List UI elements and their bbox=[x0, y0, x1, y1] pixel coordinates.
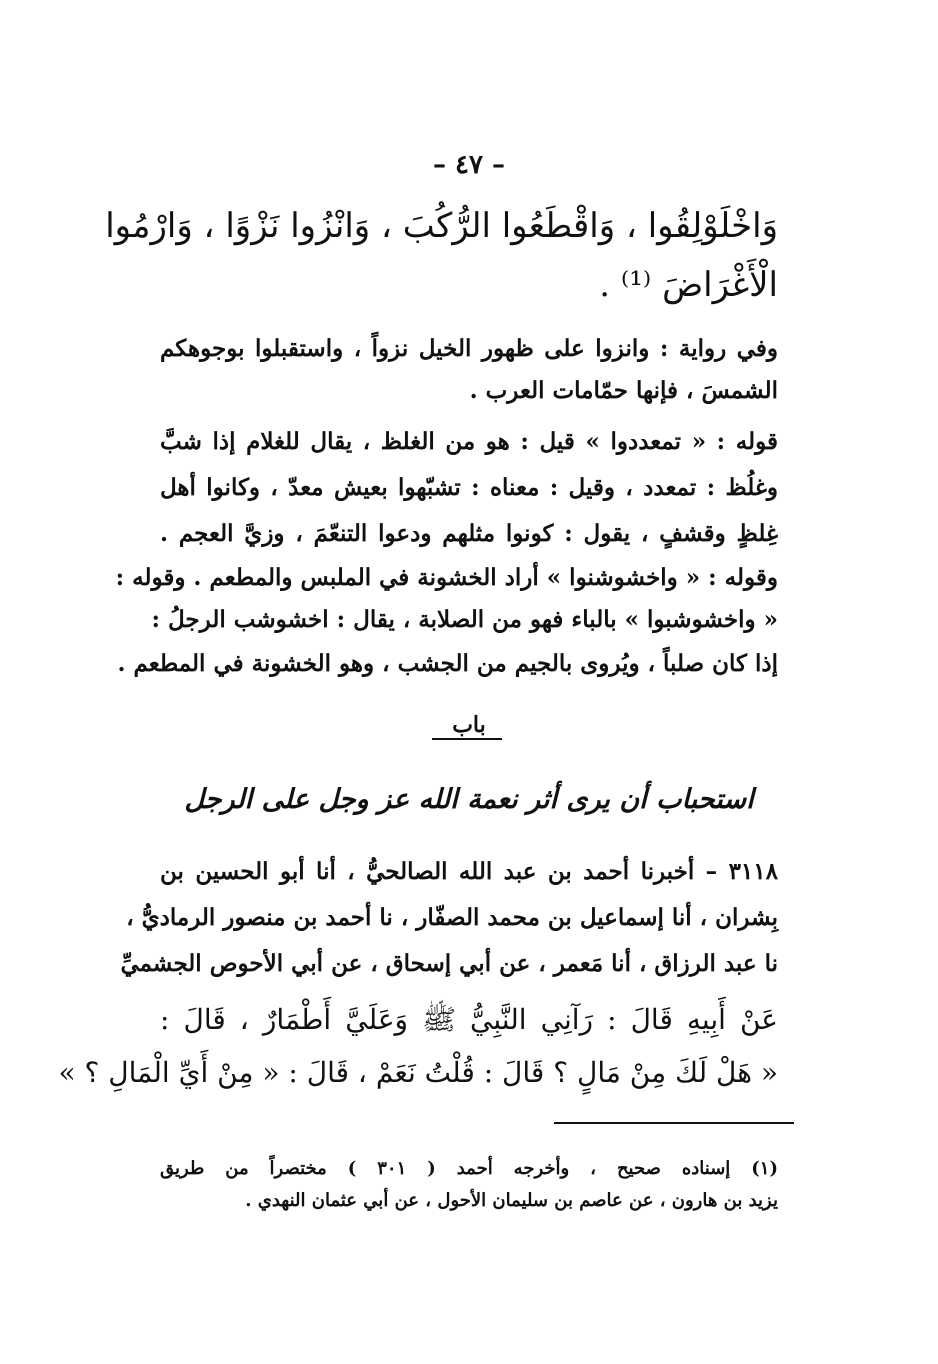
hadith-line: بِشران ، أنا إسماعيل بن محمد الصفّار ، نا أحمد بن منصور الرماديُّ ، bbox=[126, 904, 778, 931]
explanation-line: وقوله : « واخشوشنوا » أراد الخشونة في الملبس والمطعم . وقوله : bbox=[115, 564, 778, 591]
explanation-line: غِلظٍ وقشفٍ ، يقول : كونوا مثلهم ودعوا التنعّمَ ، وزيَّ العجم . bbox=[160, 520, 778, 547]
hadith-line: ٣١١٨ – أخبرنا أحمد بن عبد الله الصالحيُّ ، أنا أبو الحسين بن bbox=[160, 858, 778, 885]
commentary-line: وفي رواية : وانزوا على ظهور الخيل نزواً ، واستقبلوا بوجوهكم bbox=[160, 335, 778, 362]
footnote-divider bbox=[554, 1122, 794, 1124]
footnote-line: (١) إسناده صحيح ، وأخرجه أحمد ( ٣٠١ ) مختصراً من طريق bbox=[160, 1158, 778, 1179]
hadith-quote-line: عَنْ أَبِيهِ قَالَ : رَآنِي النَّبِيُّ ﷺ وَعَلَيَّ أَطْمَارٌ ، قَالَ : bbox=[160, 1003, 778, 1036]
explanation-line: « واخشوشبوا » بالباء فهو من الصلابة ، يقال : اخشوشب الرجلُ : bbox=[151, 606, 778, 633]
section-marker-underline bbox=[432, 738, 502, 740]
verse-line: الْأَغْرَاضَ ⁽¹⁾ . bbox=[599, 265, 778, 305]
hadith-quote-line: « هَلْ لَكَ مِنْ مَالٍ ؟ قَالَ : قُلْتُ نَعَمْ ، قَالَ : « مِنْ أَيِّ الْمَالِ ؟ » bbox=[58, 1056, 778, 1089]
footnote-line: يزيد بن هارون ، عن عاصم بن سليمان الأحول ، عن أبي عثمان النهدي . bbox=[245, 1190, 778, 1211]
verse-line: وَاخْلَوْلِقُوا ، وَاقْطَعُوا الرُّكُبَ ، وَانْزُوا نَزْوًا ، وَارْمُوا bbox=[105, 206, 778, 246]
hadith-line: نا عبد الرزاق ، أنا مَعمر ، عن أبي إسحاق ، عن أبي الأحوص الجشميِّ bbox=[120, 950, 778, 977]
explanation-line: إذا كان صلباً ، ويُروى بالجيم من الجشب ، وهو الخشونة في المطعم . bbox=[117, 650, 778, 677]
explanation-line: وغلُظ : تمعدد ، وقيل : معناه : تشبّهوا بعيش معدّ ، وكانوا أهل bbox=[160, 474, 778, 501]
commentary-line: الشمسَ ، فإنها حمّامات العرب . bbox=[469, 377, 778, 404]
section-title: استحباب أن يرى أثر نعمة الله عز وجل على الرجل bbox=[184, 784, 754, 815]
explanation-line: قوله : « تمعددوا » قيل : هو من الغلظ ، يقال للغلام إذا شبَّ bbox=[160, 428, 778, 455]
page-number: – ٤٧ – bbox=[432, 150, 506, 180]
section-marker: باب bbox=[452, 712, 486, 738]
